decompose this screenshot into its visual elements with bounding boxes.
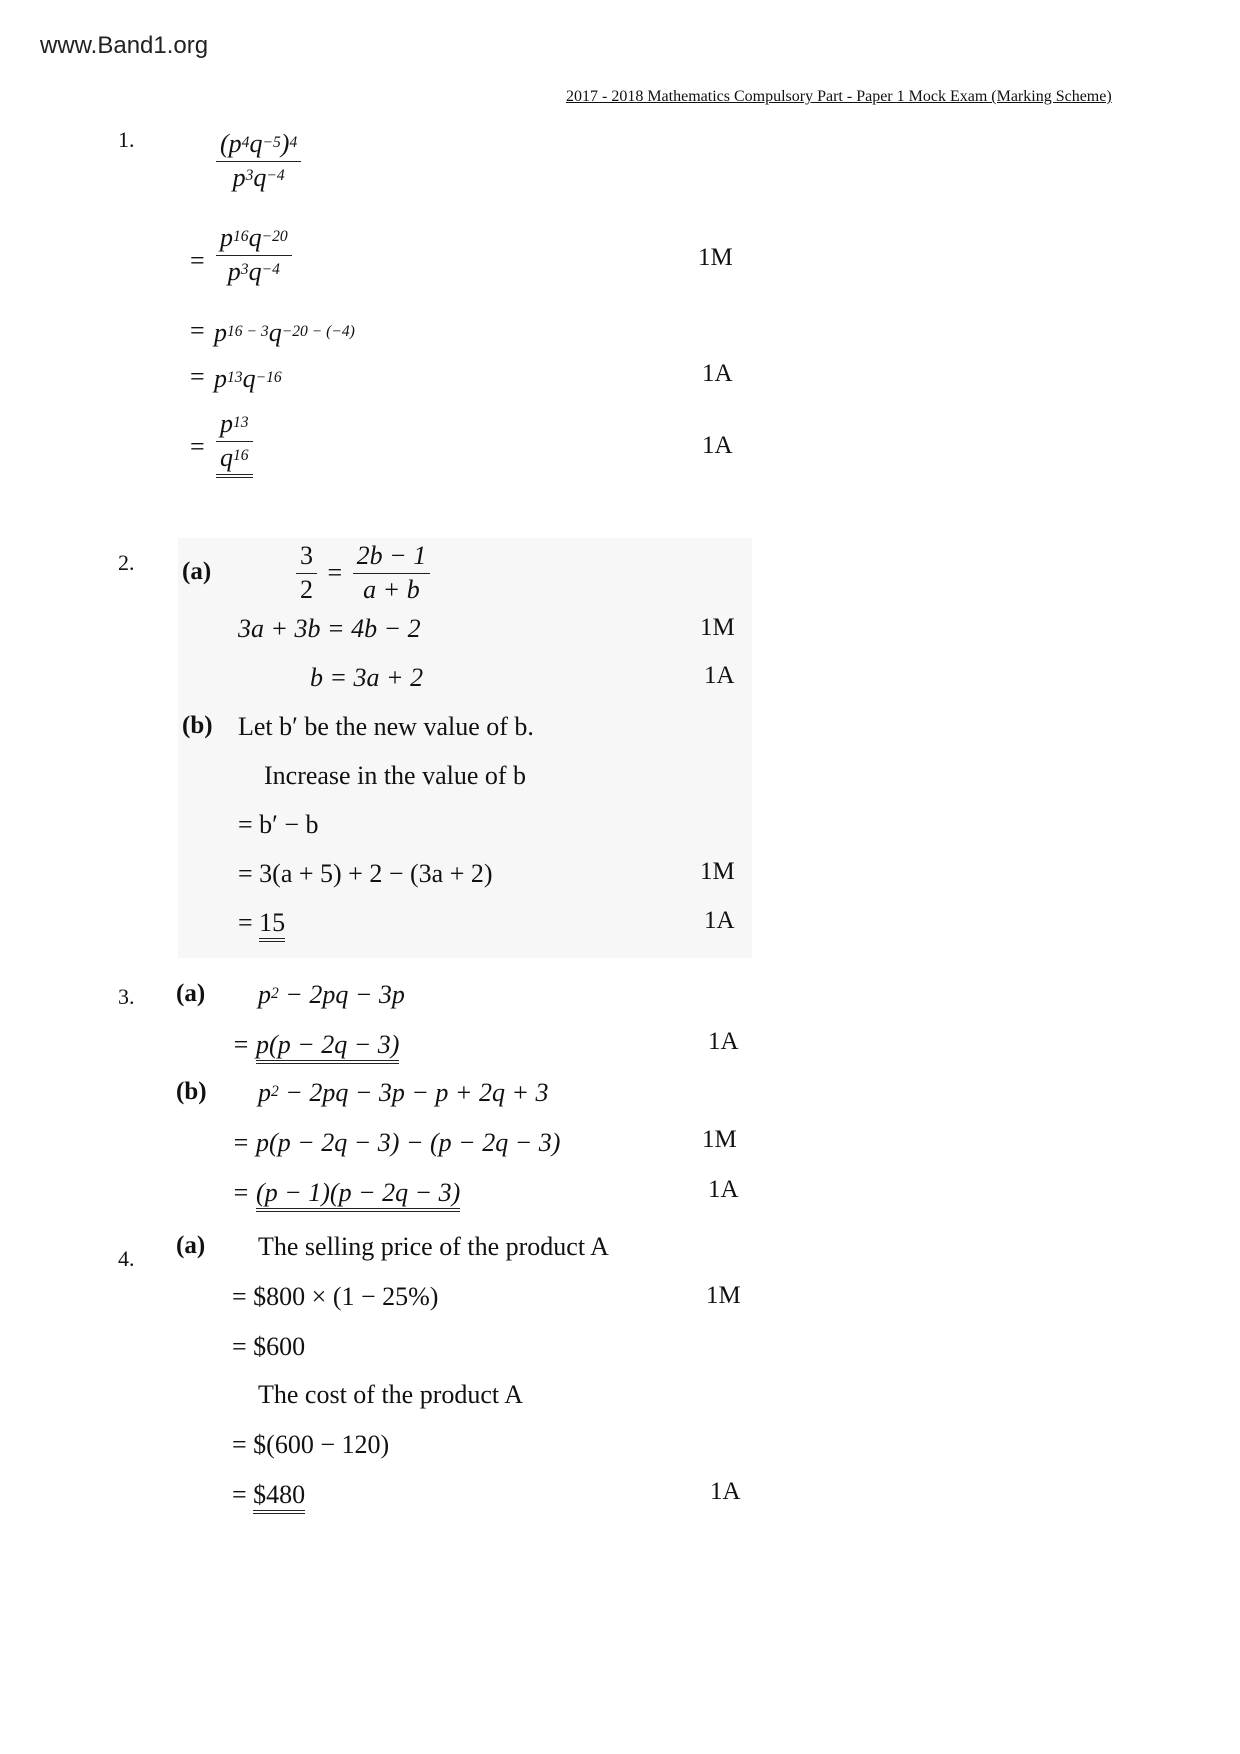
mark: 1A [704, 907, 735, 934]
q4-answer: = $480 [232, 1480, 305, 1510]
site-url: www.Band1.org [40, 32, 209, 59]
q1-line2: $p^{16 - 3}q^{-20 - (-4)}$ [214, 318, 355, 347]
page-header: 2017 - 2018 Mathematics Compulsory Part - Paper 1 Mock Exam (Marking Scheme) [566, 88, 1112, 105]
mark: 1M [702, 1126, 737, 1153]
q1-line4: $\frac{p^{13}}{q^{16}}$ [216, 408, 253, 478]
mark: 1M [700, 858, 735, 885]
q2a-line3: b = 3a + 2 [310, 663, 424, 692]
question-number: 3. [118, 984, 135, 1009]
q2b-line3: = b′ − b [238, 810, 319, 839]
q1-eq: = [190, 316, 205, 345]
part-label: (a) [176, 980, 206, 1007]
mark: 1A [702, 360, 733, 387]
q2b-line2: Increase in the value of b [264, 761, 527, 790]
q4-line2: = $800 × (1 − 25%) [232, 1282, 439, 1311]
mark: 1A [702, 432, 733, 459]
q1-eq: = [190, 246, 205, 275]
mark: 1A [704, 662, 735, 689]
q3b-line1: $p^2 - 2pq - 3p - p + 2q + 3$ [258, 1078, 549, 1107]
mark: 1A [708, 1028, 739, 1055]
scan-background [178, 538, 752, 958]
question-number: 4. [118, 1246, 135, 1271]
q3b-answer: = (p − 1)(p − 2q − 3) [232, 1178, 460, 1208]
part-label: (a) [182, 558, 212, 585]
mark: 1M [706, 1282, 741, 1309]
part-label: (b) [182, 712, 213, 739]
q2b-line4: = 3(a + 5) + 2 − (3a + 2) [238, 859, 493, 888]
q2b-line1: Let b′ be the new value of b. [238, 712, 534, 741]
q4-line5: = $(600 − 120) [232, 1430, 390, 1459]
q2b-answer: = 15 [238, 908, 285, 938]
q3a-line1: $p^2 - 2pq - 3p$ [258, 980, 405, 1009]
mark: 1M [698, 244, 733, 271]
question-number: 1. [118, 127, 135, 152]
mark: 1M [700, 614, 735, 641]
part-label: (a) [176, 1232, 206, 1259]
q1-line1: $\frac{p^{16}q^{-20}}{p^3q^{-4}}$ [216, 222, 292, 288]
q3a-answer: = p(p − 2q − 3) [232, 1030, 399, 1060]
q3b-line2: = p(p − 2q − 3) − (p − 2q − 3) [232, 1128, 561, 1157]
mark: 1A [710, 1478, 741, 1505]
q4-line3: = $600 [232, 1332, 306, 1361]
q4-line1: The selling price of the product A [258, 1232, 609, 1261]
q4-line4: The cost of the product A [258, 1380, 523, 1409]
q2a-line2: 3a + 3b = 4b − 2 [238, 614, 421, 643]
q1-line0: $\frac{(p^4q^{-5})^4}{p^3q^{-4}}$ [216, 128, 301, 194]
mark: 1A [708, 1176, 739, 1203]
q1-line3: $p^{13}q^{-16}$ [214, 364, 282, 393]
q2a-equation: $\frac{3}{2}$ = $\frac{2b - 1}{a + b}$ [296, 540, 430, 606]
q1-eq: = [190, 432, 205, 461]
q1-eq: = [190, 362, 205, 391]
part-label: (b) [176, 1078, 207, 1105]
question-number: 2. [118, 550, 135, 575]
